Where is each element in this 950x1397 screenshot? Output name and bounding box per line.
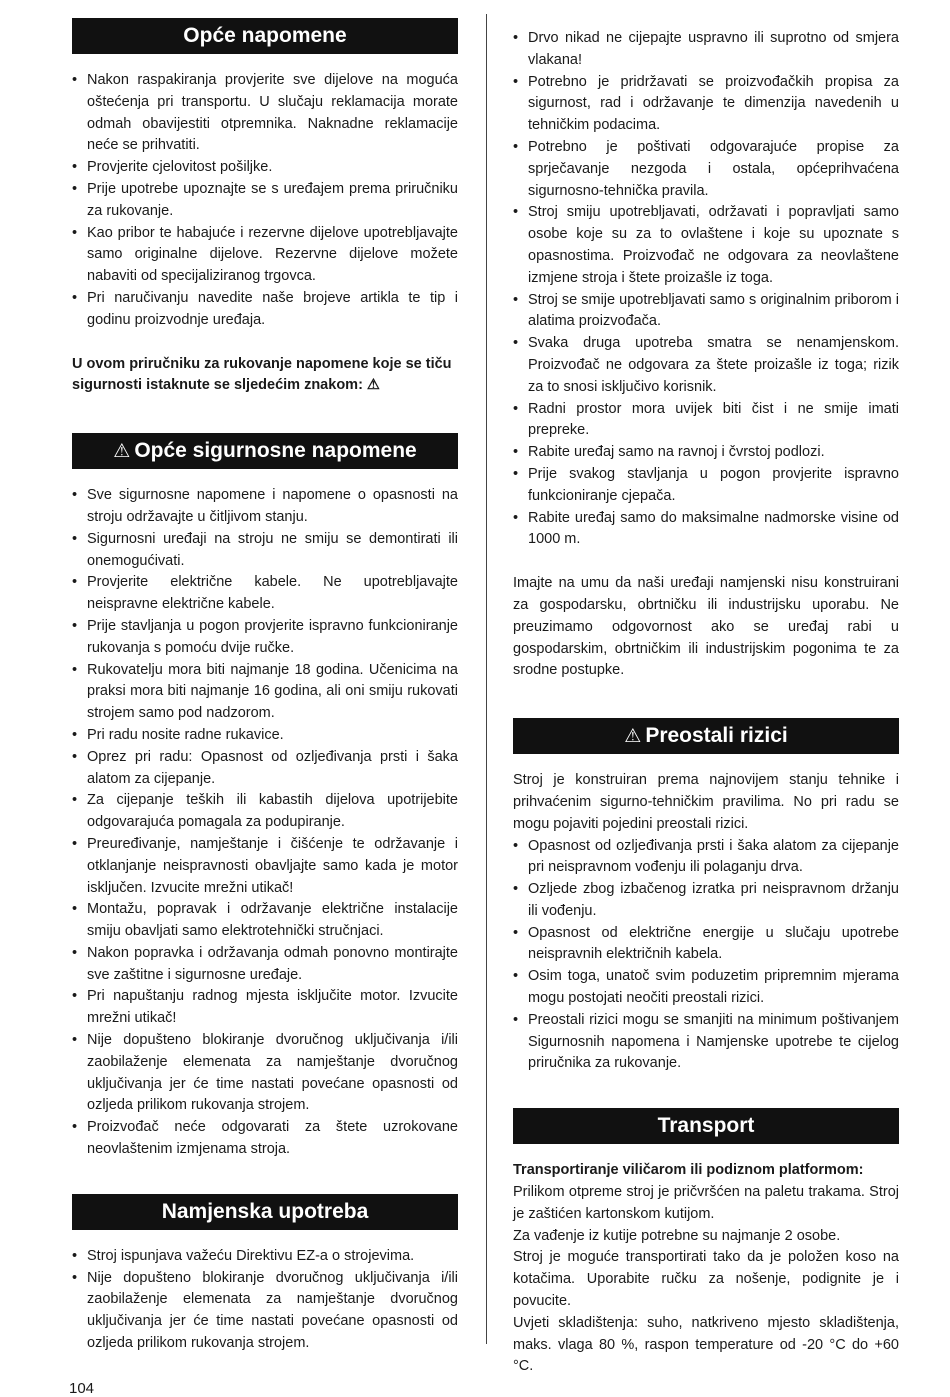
intended-use-item: • Rabite uređaj samo na ravnoj i čvrstoj podlozi. bbox=[513, 442, 899, 464]
intended-use-item: • Stroj smiju upotrebljavati, održavati i popravljati samo osobe koje su za to ovlaštene i koje su upoznate s opasnostima. Proizvođač ne odgovara za neovlaštene izmjene stroja i štete proizašle iz toga. bbox=[513, 202, 899, 289]
intended-use-item: • Potrebno je pridržavati se proizvođačkih propisa za sigurnost, rad i održavanje te dimenzija navedenih u tehničkim podacima. bbox=[513, 72, 899, 137]
safety-note-item: • Nije dopušteno blokiranje dvoručnog uključivanja i/ili zaobilaženje elemenata za namještanje dvoručnog uključivanja jer će time nastati povećane opasnosti od ozljeda prilikom rukovanja strojem. bbox=[72, 1030, 458, 1117]
intended-use-item: • Svaka druga upotreba smatra se nenamjenskom. Proizvođač ne odgovara za štete proizašle iz toga; rizik za to snosi isključivo korisnik. bbox=[513, 333, 899, 398]
transport-line: Za vađenje iz kutije potrebne su najmanje 2 osobe. bbox=[513, 1227, 841, 1244]
general-note-item: • Prije upotrebe upoznajte se s uređajem prema priručniku za rukovanje. bbox=[72, 179, 458, 223]
transport-subtitle: Transportiranje viličarom ili podiznom platformom: bbox=[513, 1162, 864, 1179]
safety-note-item: • Prije stavljanja u pogon provjerite ispravno funkcioniranje rukovanja s pomoću dvije ručke. bbox=[72, 616, 458, 660]
intended-use-list bbox=[72, 1246, 458, 1355]
transport-text bbox=[513, 1182, 899, 1378]
intended-use-title: Namjenska upotreba bbox=[161, 1199, 369, 1223]
safety-note-item: • Nakon popravka i održavanja odmah ponovno montirajte sve zaštitne i sigurnosne uređaje. bbox=[72, 943, 458, 987]
residual-risk-item: • Opasnost od ozljeđivanja prsti i šaka alatom za cijepanje pri neispravnom vođenju ili polaganju drva. bbox=[513, 836, 899, 880]
intended-use-item: • Potrebno je poštivati odgovarajuće propise za sprječavanje nezgoda i ostala, općeprihvaćena sigurnosno-tehnička pravila. bbox=[513, 137, 899, 202]
intended-use-item: • Nije dopušteno blokiranje dvoručnog uključivanja i/ili zaobilaženje elemenata za namještanje dvoručnog uključivanja jer će time nastati povećane opasnosti od ozljeda prilikom rukovanja strojem. bbox=[72, 1268, 458, 1355]
warning-icon: ⚠ bbox=[624, 726, 642, 748]
residual-risks-title: Preostali rizici bbox=[645, 724, 788, 748]
residual-risks-list bbox=[513, 836, 899, 1076]
intended-use-heading bbox=[72, 1194, 458, 1230]
safety-note-item: • Proizvođač neće odgovarati za štete uzrokovane neovlaštenim izmjenama stroja. bbox=[72, 1117, 458, 1161]
general-notes-heading bbox=[72, 18, 458, 54]
right-column bbox=[513, 0, 899, 1378]
intended-use-list-continued bbox=[513, 28, 899, 551]
safety-note-item: • Pri napuštanju radnog mjesta isključite motor. Izvucite mrežni utikač! bbox=[72, 986, 458, 1030]
safety-note-item: • Za cijepanje teških ili kabastih dijelova upotrijebite odgovarajuća pomagala za podupiranje. bbox=[72, 790, 458, 834]
transport-line: Uvjeti skladištenja: suho, natkriveno mjesto skladištenja, maks. vlaga 80 %, raspon temperature od -20 °C do +60 °C. bbox=[513, 1314, 899, 1375]
residual-risks-heading bbox=[513, 718, 899, 754]
page-number: 104 bbox=[69, 1380, 95, 1397]
safety-note-item: • Provjerite električne kabele. Ne upotrebljavajte neispravne električne kabele. bbox=[72, 572, 458, 616]
residual-risks-intro: Stroj je konstruiran prema najnovijem stanju tehnike i prihvaćenim sigurno-tehničkim pravilima. No pri radu se mogu pojaviti pojedini preostali rizici. bbox=[513, 772, 899, 832]
intended-use-item: • Stroj se smije upotrebljavati samo s originalnim priborom i alatima proizvođača. bbox=[513, 290, 899, 334]
intended-use-item: • Stroj ispunjava važeću Direktivu EZ-a o strojevima. bbox=[72, 1246, 458, 1268]
intended-use-item: • Rabite uređaj samo do maksimalne nadmorske visine od 1000 m. bbox=[513, 508, 899, 552]
column-divider bbox=[486, 14, 487, 1344]
intended-use-item: • Drvo nikad ne cijepajte uspravno ili suprotno od smjera vlakana! bbox=[513, 28, 899, 72]
safety-heading bbox=[72, 433, 458, 469]
warning-icon: ⚠ bbox=[113, 441, 131, 463]
safety-note-item: • Sigurnosni uređaji na stroju ne smiju se demontirati ili onemogućivati. bbox=[72, 529, 458, 573]
general-note-item: • Provjerite cjelovitost pošiljke. bbox=[72, 157, 458, 179]
residual-risk-item: • Ozljede zbog izbačenog izratka pri neispravnom držanju ili vođenju. bbox=[513, 879, 899, 923]
transport-line: Stroj je moguće transportirati tako da je položen koso na kotačima. Uporabite ručku za nošenje, podignite je i povucite. bbox=[513, 1249, 899, 1310]
transport-line: Prilikom otpreme stroj je pričvršćen na paletu trakama. Stroj je zaštićen kartonskom kutijom. bbox=[513, 1184, 899, 1222]
general-note-item: • Kao pribor te habajuće i rezervne dijelove upotrebljavajte samo originalne dijelove. Rezervne dijelove možete nabaviti od specijaliziranog trgovca. bbox=[72, 223, 458, 288]
safety-symbol-notice: U ovom priručniku za rukovanje napomene koje se tiču sigurnosti istaknute se sljedećim znakom: ⚠ bbox=[72, 355, 452, 394]
safety-notes-list bbox=[72, 485, 458, 1161]
transport-heading bbox=[513, 1108, 899, 1144]
safety-note-item: • Rukovatelju mora biti najmanje 18 godina. Učenicima na praksi mora biti najmanje 16 godina, ali oni smiju rukovati strojem samo pod nadzorom. bbox=[72, 660, 458, 725]
safety-title: Opće sigurnosne napomene bbox=[134, 439, 417, 463]
safety-note-item: • Preuređivanje, namještanje i čišćenje te održavanje i otklanjanje neispravnosti obavljajte samo kada je motor isključen. Izvucite mrežni utikač! bbox=[72, 834, 458, 899]
general-notes-list bbox=[72, 70, 458, 332]
safety-note-item: • Sve sigurnosne napomene i napomene o opasnosti na stroju održavajte u čitljivom stanju. bbox=[72, 485, 458, 529]
residual-risk-item: • Osim toga, unatoč svim poduzetim pripremnim mjerama mogu postojati neočiti preostali rizici. bbox=[513, 966, 899, 1010]
intended-use-item: • Prije svakog stavljanja u pogon provjerite ispravno funkcioniranje cjepača. bbox=[513, 464, 899, 508]
general-notes-title: Opće napomene bbox=[183, 24, 347, 47]
residual-risk-item: • Opasnost od električne energije u slučaju upotrebe neispravnih električnih kabela. bbox=[513, 923, 899, 967]
general-note-item: • Pri naručivanju navedite naše brojeve artikla te tip i godinu proizvodnje uređaja. bbox=[72, 288, 458, 332]
general-note-item: • Nakon raspakiranja provjerite sve dijelove na moguća oštećenja pri transportu. U slučaju reklamacija morate odmah obavijestiti otpremnika. Naknadne reklamacije neće se prihvatiti. bbox=[72, 70, 458, 157]
safety-note-item: • Pri radu nosite radne rukavice. bbox=[72, 725, 458, 747]
transport-title: Transport bbox=[657, 1114, 755, 1138]
left-column bbox=[72, 0, 458, 1355]
safety-note-item: • Oprez pri radu: Opasnost od ozljeđivanja prsti i šaka alatom za cijepanje. bbox=[72, 747, 458, 791]
intended-use-item: • Radni prostor mora uvijek biti čist i ne smije imati prepreke. bbox=[513, 399, 899, 443]
residual-risk-item: • Preostali rizici mogu se smanjiti na minimum poštivanjem Sigurnosnih napomena i Namjenske upotrebe te cijelog priručnika za rukovanje. bbox=[513, 1010, 899, 1075]
safety-note-item: • Montažu, popravak i održavanje električne instalacije smiju obavljati samo elektrotehnički stručnjaci. bbox=[72, 899, 458, 943]
commercial-use-note: Imajte na umu da naši uređaji namjenski nisu konstruirani za gospodarsku, obrtničku ili industrijsku uporabu. Ne preuzimamo odgovornost ako se uređaj rabi u gospodarskim, obrtničkim ili industrijskim pogonima te za srodne postupke. bbox=[513, 575, 899, 679]
